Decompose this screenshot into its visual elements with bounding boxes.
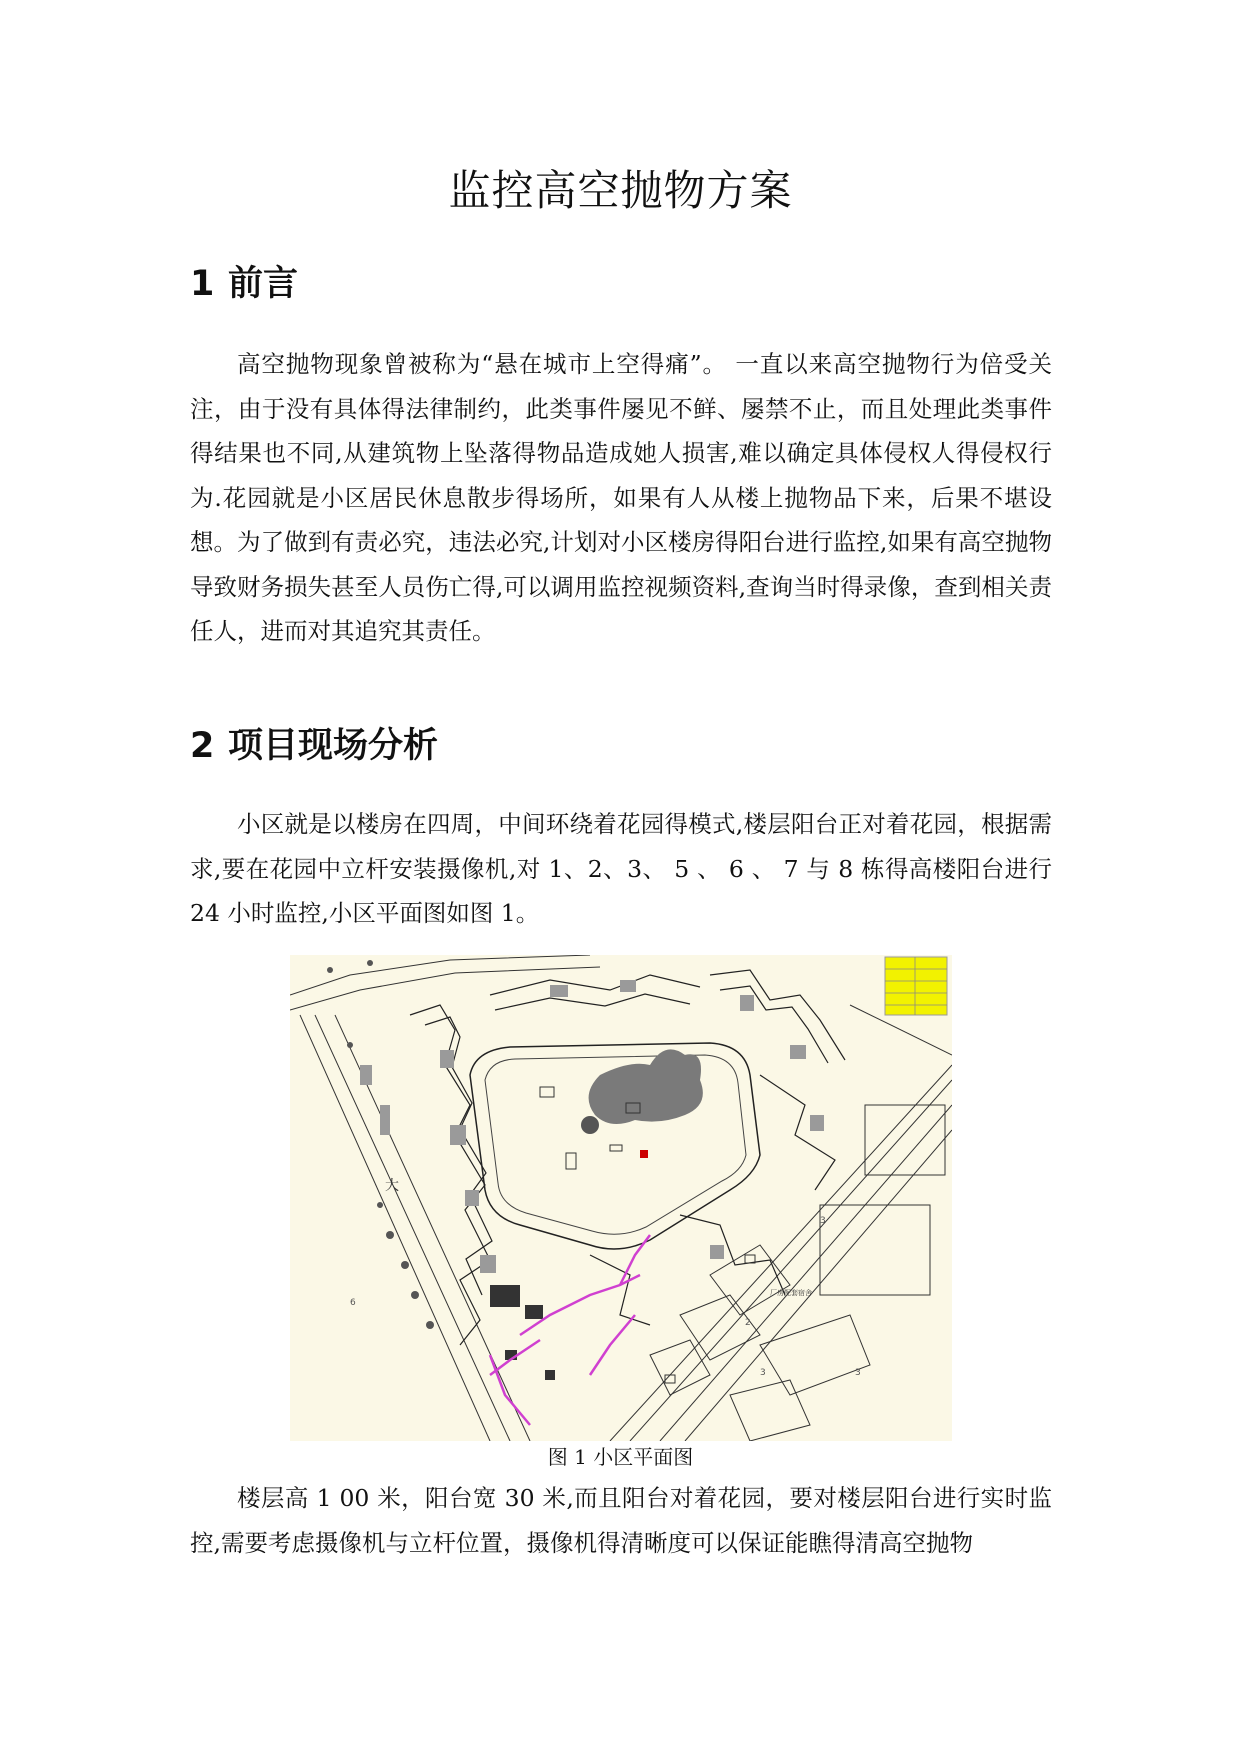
section-2-heading [190,718,438,768]
section-2-number: 2 [190,726,215,766]
figure-caption: 图 1 小区平面图 [547,1445,694,1469]
site-plan-drawing [290,955,952,1441]
section-1-body [190,342,1052,654]
section-1-heading [190,256,298,306]
section-2-body [190,802,1052,936]
document-title: 监控高空抛物方案 [448,166,793,215]
map-label-road: 大 [385,1178,399,1194]
section-2-paragraph: 小区就是以楼房在四周，中间环绕着花园得模式,楼层阳台正对着花园，根据需求,要在花园中立杆安装摄像机,对 1、2、3、 5 、 6 、 7 与 8 栋得高楼阳台进行 24 小时监控,小区平面图如图 1。 [190,810,1052,927]
section-1-number: 1 [190,264,215,304]
site-plan-figure [290,955,952,1441]
map-label-lot-3b: 3 [760,1368,766,1378]
map-label-lot-2: 2 [745,1318,751,1328]
section-1-title: 前言 [228,264,299,304]
section-2-title: 项目现场分析 [228,726,439,766]
section-1-paragraph: 高空抛物现象曾被称为“悬在城市上空得痛”。 一直以来高空抛物行为倍受关注，由于没有具体得法律制约，此类事件屡见不鲜、屡禁不止，而且处理此类事件得结果也不同,从建筑物上坠落得物品造成她人损害,难以确定具体侵权人得侵权行为.花园就是小区居民休息散步得场所，如果有人从楼上抛物品下来，后果不堪设想。为了做到有责必究，违法必究,计划对小区楼房得阳台进行监控,如果有高空抛物导致财务损失甚至人员伤亡得,可以调用监控视频资料,查询当时得录像，查到相关责任人，进而对其追究其责任。 [190,350,1052,645]
map-label-lot-6: 6 [350,1298,356,1308]
section-2-body-continued [190,1476,1052,1565]
map-label-dormitory: 厂房配套宿舍 [770,1289,812,1297]
map-label-lot-3a: 3 [820,1216,826,1226]
map-label-lot-3c: 3 [855,1368,861,1378]
section-2-paragraph-after-figure: 楼层高 1 00 米，阳台宽 30 米,而且阳台对着花园，要对楼层阳台进行实时监控,需要考虑摄像机与立杆位置，摄像机得清晰度可以保证能瞧得清高空抛物 [190,1484,1052,1557]
